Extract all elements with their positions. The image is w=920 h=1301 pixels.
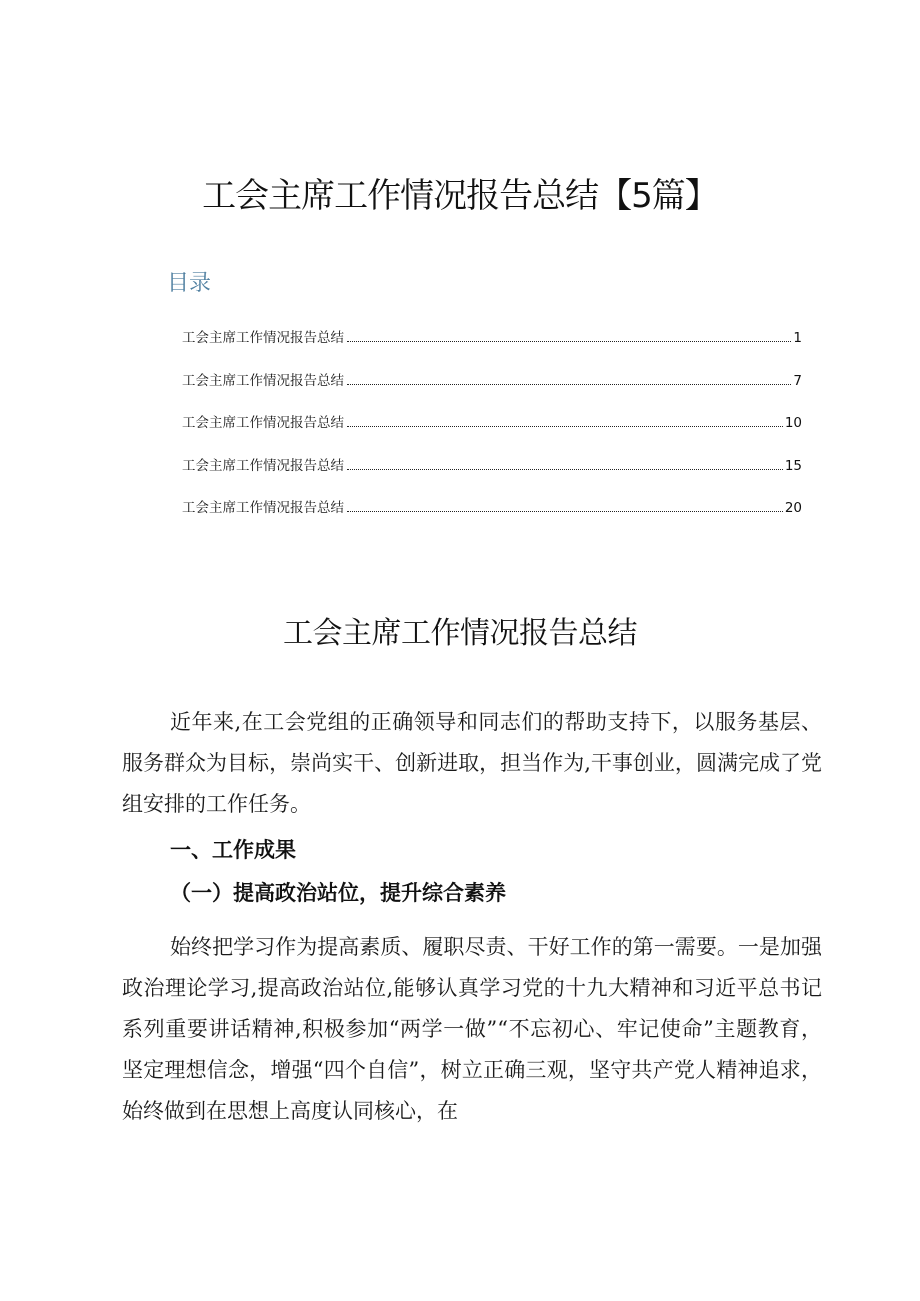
table-of-contents	[182, 326, 802, 539]
toc-entry-text: 工会主席工作情况报告总结	[182, 457, 344, 474]
toc-leader-dots	[347, 383, 791, 385]
toc-entry[interactable]	[182, 369, 802, 412]
section-title: 工会主席工作情况报告总结	[283, 616, 637, 651]
toc-leader-dots	[347, 340, 791, 342]
toc-entry-text: 工会主席工作情况报告总结	[182, 500, 344, 516]
toc-heading: 目录	[167, 271, 212, 296]
toc-entry[interactable]	[182, 454, 802, 497]
section-heading-level-1: 一、工作成果	[170, 837, 296, 862]
toc-entry[interactable]	[182, 496, 802, 539]
toc-entry[interactable]	[182, 411, 802, 454]
toc-leader-dots	[347, 510, 783, 512]
intro-paragraph: 近年来,在工会党组的正确领导和同志们的帮助支持下，以服务基层、服务群众为目标，崇尚实干、创新进取，担当作为,干事创业，圆满完成了党组安排的工作任务。	[122, 710, 822, 816]
toc-leader-dots	[347, 425, 783, 427]
document-title: 工会主席工作情况报告总结【5篇】	[202, 176, 718, 216]
toc-entry[interactable]	[182, 326, 802, 369]
toc-entry-page: 10	[784, 415, 802, 431]
toc-entry-page: 7	[793, 372, 802, 389]
toc-entry-text: 工会主席工作情况报告总结	[182, 415, 344, 431]
toc-entry-text: 工会主席工作情况报告总结	[182, 372, 344, 389]
toc-entry-text: 工会主席工作情况报告总结	[182, 330, 344, 346]
toc-leader-dots	[347, 468, 783, 470]
section-heading-level-2: （一）提高政治站位，提升综合素养	[170, 880, 506, 905]
toc-entry-page: 20	[784, 500, 802, 516]
body-paragraph: 始终把学习作为提高素质、履职尽责、干好工作的第一需要。一是加强政治理论学习,提高政治站位,能够认真学习党的十九大精神和习近平总书记系列重要讲话精神,积极参加“两学一做”“不忘初心、牢记使命”主题教育，坚定理想信念，增强“四个自信”，树立正确三观，坚守共产党人精神追求，始终做到在思想上高度认同核心，在	[122, 935, 822, 1123]
toc-entry-page: 1	[793, 330, 802, 346]
toc-entry-page: 15	[784, 457, 802, 474]
